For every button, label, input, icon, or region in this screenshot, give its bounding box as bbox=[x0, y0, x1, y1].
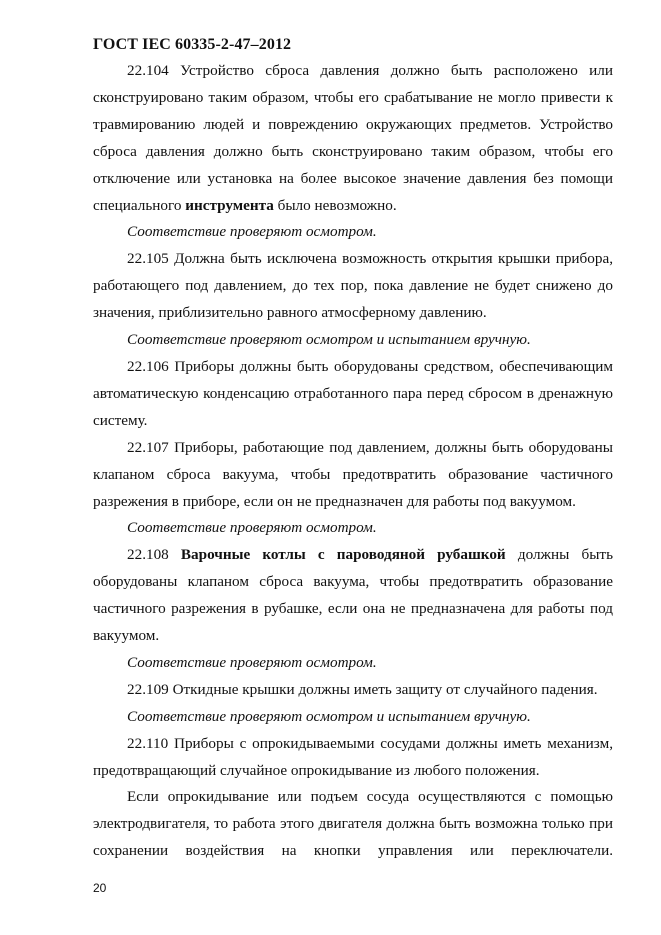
clause-22-104 bbox=[93, 58, 613, 219]
document-header: ГОСТ IEC 60335-2-47–2012 bbox=[93, 36, 292, 53]
clause-text: было невозможно. bbox=[273, 196, 397, 214]
clause-text: 22.108 bbox=[127, 546, 181, 564]
clause-22-106: 22.106 Приборы должны быть оборудованы средством, обеспечивающим автоматическую конденсацию отработанного пара перед сбросом в дренажную систему. bbox=[93, 357, 613, 429]
compliance-note: Соответствие проверяют осмотром и испытанием вручную. bbox=[127, 331, 531, 349]
compliance-note: Соответствие проверяют осмотром. bbox=[127, 519, 377, 537]
clause-text: 22.104 Устройство сброса давления должно быть расположено или сконструировано таким образом, чтобы его срабатывание не могло привести к травмированию людей и повреждению окружающих предметов. Устройство сброса давления должно быть сконструировано таким образом, чтобы его отключение или установка на более высокое значение давления без помощи специального bbox=[93, 62, 613, 214]
clause-22-110-continued: Если опрокидывание или подъем сосуда осуществляются с помощью электродвигателя, то работа этого двигателя должна быть возможна только при сохранении воздействия на кнопки управления или переключатели. bbox=[93, 788, 613, 860]
clause-22-109: 22.109 Откидные крышки должны иметь защиту от случайного падения. bbox=[127, 680, 598, 698]
clause-text: должны быть оборудованы клапаном сброса вакуума, чтобы предотвратить образование частичного разрежения в рубашке, если она не предназначена для работы под вакуумом. bbox=[93, 546, 613, 645]
compliance-note: Соответствие проверяют осмотром и испытанием вручную. bbox=[127, 707, 531, 725]
compliance-note: Соответствие проверяют осмотром. bbox=[127, 653, 377, 671]
clause-22-110: 22.110 Приборы с опрокидываемыми сосудами должны иметь механизм, предотвращающий случайное опрокидывание из любого положения. bbox=[93, 734, 613, 779]
clause-22-107: 22.107 Приборы, работающие под давлением, должны быть оборудованы клапаном сброса вакуума, чтобы предотвратить образование частичного разрежения в приборе, если он не предназначен для работы под вакуумом. bbox=[93, 438, 613, 510]
document-body bbox=[93, 58, 613, 865]
page-number: 20 bbox=[93, 881, 107, 895]
clause-22-105: 22.105 Должна быть исключена возможность открытия крышки прибора, работающего под давлением, до тех пор, пока давление не будет снижено до значения, приблизительно равного атмосферному давлению. bbox=[93, 250, 613, 322]
compliance-note: Соответствие проверяют осмотром. bbox=[127, 223, 377, 241]
clause-22-108 bbox=[93, 542, 613, 650]
term-bold: Варочные котлы с пароводяной рубашкой bbox=[180, 546, 506, 564]
term-bold: инструмента bbox=[185, 196, 274, 214]
